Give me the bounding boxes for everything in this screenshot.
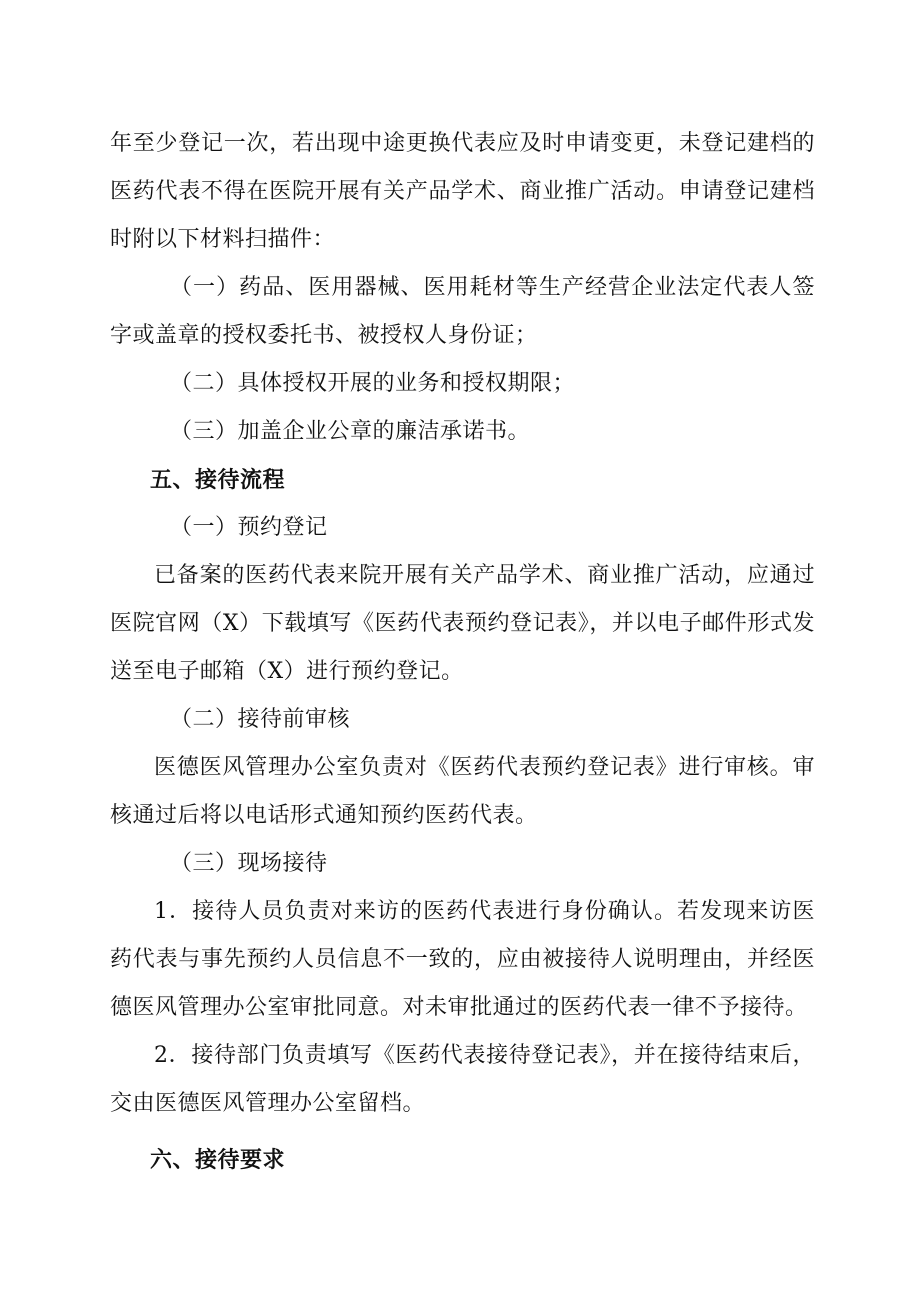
list-item: 1．接待人员负责对来访的医药代表进行身份确认。若发现来访医药代表与事先预约人员信息不一致的，应由被接待人说明理由，并经医德医风管理办公室审批同意。对未审批通过的医药代表一律不予接待。: [110, 899, 815, 1020]
list-item: （二）具体授权开展的业务和授权期限；: [170, 371, 576, 396]
document-body: [110, 120, 815, 1184]
section-heading: 五、接待流程: [150, 467, 286, 493]
subsection-title: （二）接待前审核: [170, 707, 351, 732]
list-item: （三）加盖企业公章的廉洁承诺书。: [170, 419, 531, 444]
list-item: 2．接待部门负责填写《医药代表接待登记表》，并在接待结束后，交由医德医风管理办公室留档。: [110, 1043, 815, 1116]
subsection-title: （一）预约登记: [170, 515, 328, 540]
paragraph: 已备案的医药代表来院开展有关产品学术、商业推广活动，应通过医院官网（X）下载填写《医药代表预约登记表》，并以电子邮件形式发送至电子邮箱（X）进行预约登记。: [110, 563, 815, 684]
section-heading: 六、接待要求: [150, 1147, 286, 1173]
subsection-title: （三）现场接待: [170, 851, 328, 876]
paragraph-continuation: 年至少登记一次，若出现中途更换代表应及时申请变更，未登记建档的医药代表不得在医院开展有关产品学术、商业推广活动。申请登记建档时附以下材料扫描件：: [110, 131, 815, 252]
list-item: （一）药品、医用器械、医用耗材等生产经营企业法定代表人签字或盖章的授权委托书、被授权人身份证；: [110, 275, 815, 348]
paragraph: 医德医风管理办公室负责对《医药代表预约登记表》进行审核。审核通过后将以电话形式通知预约医药代表。: [110, 755, 815, 828]
